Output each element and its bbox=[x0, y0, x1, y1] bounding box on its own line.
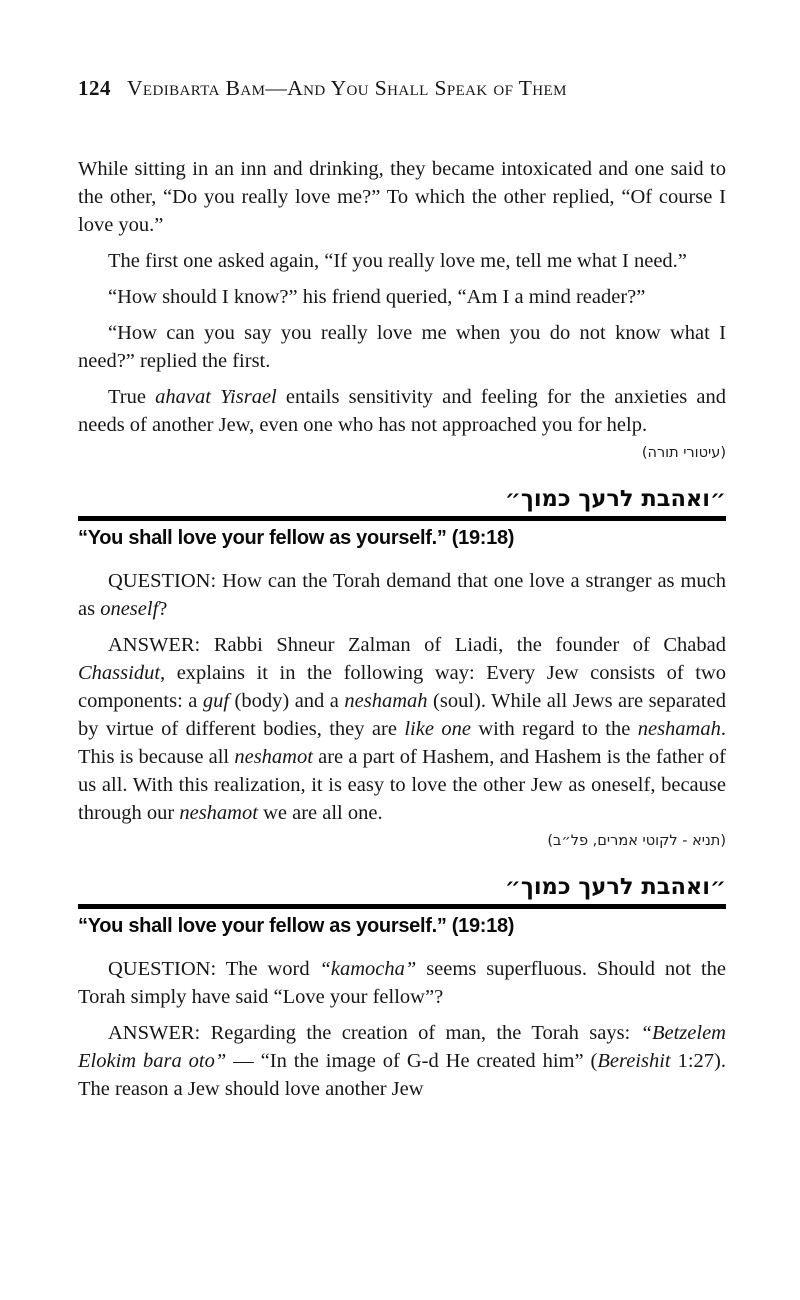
section-title-translation: “You shall love your fellow as yourself.” (19:18) bbox=[78, 527, 515, 549]
section-title-hebrew: ״ואהבת לרעך כמוך״ bbox=[504, 874, 726, 900]
source-citation: (תניא - לקוטי אמרים, פל״ב) bbox=[547, 833, 726, 849]
body-paragraph bbox=[78, 1019, 726, 1103]
plain-text: (body) and a bbox=[229, 690, 345, 712]
section-title-translation: “You shall love your fellow as yourself.” (19:18) bbox=[78, 915, 515, 937]
plain-text: entails sensitivity and feeling for the anxieties and needs of another Jew, even one who has not approached you for help. bbox=[78, 386, 726, 436]
plain-text: with regard to the bbox=[470, 718, 638, 740]
italic-text: Bereishit bbox=[597, 1050, 671, 1072]
plain-text: The first one asked again, “If you really love me, tell me what I need.” bbox=[108, 250, 687, 272]
italic-text: neshamah bbox=[637, 718, 721, 740]
body-paragraph bbox=[78, 567, 726, 623]
italic-text: Chassidut bbox=[78, 662, 161, 684]
plain-text: While sitting in an inn and drinking, they became intoxicated and one said to the other, “Do you really love me?” To which the other replied, “Of course I love you.” bbox=[78, 158, 726, 236]
running-title: Vedibarta Bam—And You Shall Speak of Them bbox=[127, 76, 567, 100]
section-divider-rule bbox=[78, 904, 726, 909]
plain-text: QUESTION: How can the Torah demand that one love a stranger as much as bbox=[78, 570, 726, 620]
italic-text: ahavat Yisrael bbox=[155, 386, 277, 408]
page-number: 124 bbox=[78, 76, 111, 100]
plain-text: “How should I know?” his friend queried, “Am I a mind reader?” bbox=[108, 286, 646, 308]
italic-text: “kamocha” bbox=[319, 958, 417, 980]
italic-text: neshamot bbox=[179, 802, 258, 824]
body-paragraph bbox=[78, 247, 726, 275]
body-paragraph bbox=[78, 283, 726, 311]
body-paragraph bbox=[78, 955, 726, 1011]
italic-text: like one bbox=[404, 718, 471, 740]
body-paragraph bbox=[78, 155, 726, 239]
section-title-hebrew: ״ואהבת לרעך כמוך״ bbox=[504, 486, 726, 512]
italic-text: neshamah bbox=[344, 690, 428, 712]
body-paragraph bbox=[78, 319, 726, 375]
italic-text: neshamot bbox=[234, 746, 313, 768]
italic-text: oneself bbox=[100, 598, 159, 620]
section-divider-rule bbox=[78, 516, 726, 521]
italic-text: “Betzelem Elokim bara oto” bbox=[78, 1022, 726, 1072]
page-content bbox=[78, 155, 726, 1103]
body-paragraph bbox=[78, 631, 726, 827]
plain-text: ? bbox=[158, 598, 168, 620]
section-header bbox=[78, 485, 726, 551]
plain-text: “How can you say you really love me when you do not know what I need?” replied the first. bbox=[78, 322, 726, 372]
plain-text: , explains it in the following way: Every Jew consists of two components: a bbox=[78, 662, 726, 712]
plain-text: 1:27). The reason a Jew should love another Jew bbox=[78, 1050, 726, 1100]
plain-text: QUESTION: The word bbox=[108, 958, 320, 980]
plain-text: we are all one. bbox=[257, 802, 383, 824]
plain-text: — “In the image of G-d He created him” ( bbox=[226, 1050, 598, 1072]
italic-text: guf bbox=[202, 690, 230, 712]
plain-text: (soul). While all Jews are separated by virtue of different bodies, they are bbox=[78, 690, 726, 740]
plain-text: True bbox=[108, 386, 156, 408]
section-header bbox=[78, 873, 726, 939]
plain-text: seems superfluous. Should not the Torah simply have said “Love your fellow”? bbox=[78, 958, 726, 1008]
source-citation: (עיטורי תורה) bbox=[641, 445, 726, 461]
body-paragraph bbox=[78, 383, 726, 439]
plain-text: ANSWER: Rabbi Shneur Zalman of Liadi, the founder of Chabad bbox=[108, 634, 726, 656]
page-header bbox=[78, 76, 726, 101]
plain-text: are a part of Hashem, and Hashem is the father of us all. With this realization, it is easy to love the other Jew as oneself, because through our bbox=[78, 746, 726, 824]
plain-text: . This is because all bbox=[78, 718, 726, 768]
plain-text: ANSWER: Regarding the creation of man, the Torah says: bbox=[108, 1022, 641, 1044]
